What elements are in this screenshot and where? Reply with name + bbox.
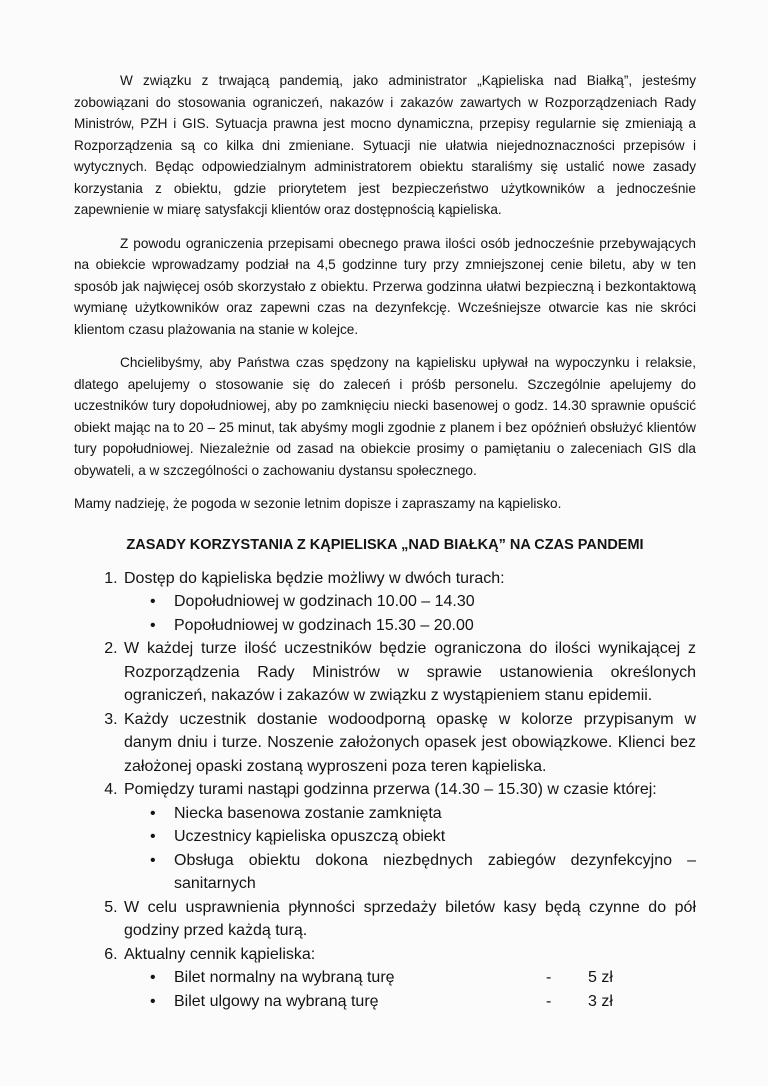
closing-paragraph: Mamy nadzieję, że pogoda w sezonie letnim dopisze i zapraszamy na kąpielisko.	[74, 496, 562, 511]
price-item	[150, 990, 696, 1014]
rule-text: Dostęp do kąpieliska będzie możliwy w dwóch turach:	[124, 569, 505, 587]
price-item	[150, 966, 696, 990]
rule-bullet-list	[124, 590, 696, 637]
price-dash: -	[546, 992, 552, 1010]
turns-paragraph: Z powodu ograniczenia przepisami obecnego prawa ilości osób jednocześnie przebywających na obiekcie wprowadzamy podział na 4,5 godzinne tury przy zmniejszonej cenie biletu, aby w ten sposób jak najwięcej osób skorzystało z obiektu. Przerwa godzinna ułatwi bezpieczną i bezkontaktową wymianę użytkowników oraz zapewni czas na dezynfekcję. Wcześniejsze otwarcie kas nie skróci klientom czasu plażowania na stanie w kolejce.	[74, 235, 696, 337]
rule-text: Pomiędzy turami nastąpi godzinna przerwa (14.30 – 15.30) w czasie której:	[124, 781, 657, 798]
price-list	[124, 966, 696, 1013]
price-dash: -	[546, 969, 552, 986]
bullet-item: • Niecka basenowa zostanie zamknięta	[150, 802, 696, 826]
bullet-item: • Dopołudniowej w godzinach 10.00 – 14.30	[150, 590, 696, 614]
rule-item	[122, 637, 696, 708]
ticket-price: 5 zł	[588, 969, 613, 986]
rule-text: W każdej turze ilość uczestników będzie ograniczona do ilości wynikającej z Rozporządzenia Rady Ministrów w sprawie ustanowienia określonych ograniczeń, nakazów i zakazów w związku z wystąpieniem stanu epidemii.	[124, 640, 696, 704]
rule-item	[122, 567, 696, 638]
rule-text: Aktualny cennik kąpieliska:	[124, 945, 316, 963]
rule-bullet-list	[124, 802, 696, 896]
intro-paragraph: W związku z trwającą pandemią, jako administrator „Kąpieliska nad Białką”, jesteśmy zobowiązani do stosowania ograniczeń, nakazów i zakazów zawartych w Rozporządzeniach Rady Ministrów, PZH i GIS. Sytuacja prawna jest mocno dynamiczna, przepisy regularnie się zmieniają a Rozporządzenia są co kilka dni zmieniane. Sytuacji nie ułatwia niejednoznaczności przepisów i wytycznych. Będąc odpowiedzialnym administratorem obiektu staraliśmy się ustalić nowe zasady korzystania z obiektu, gdzie priorytetem jest bezpieczeństwo użytkowników a jednocześnie zapewnienie w miarę satysfakcji klientów oraz dostępnością kąpieliska.	[74, 73, 696, 217]
ticket-name: • Bilet normalny na wybraną turę	[174, 969, 395, 986]
rule-text: Każdy uczestnik dostanie wodoodporną opaskę w kolorze przypisanym w danym dniu i turze. Noszenie założonych opasek jest obowiązkowe. Klienci bez założonej opaski zostaną wyproszeni poza teren kąpieliska.	[124, 710, 696, 775]
bullet-item: • Obsługa obiektu dokona niezbędnych zabiegów dezynfekcyjno – sanitarnych	[150, 849, 696, 896]
rule-item	[122, 778, 696, 896]
rule-text: W celu usprawnienia płynności sprzedaży biletów kasy będą czynne do pół godziny przed każdą turą.	[124, 898, 696, 939]
appeal-paragraph: Chcielibyśmy, aby Państwa czas spędzony na kąpielisku upływał na wypoczynku i relaksie, dlatego apelujemy o stosowanie się do zaleceń i próśb personelu. Szczególnie apelujemy do uczestników tury dopołudniowej, aby po zamknięciu niecki basenowej o godz. 14.30 sprawnie opuścić obiekt mając na to 20 – 25 minut, tak abyśmy mogli zgodnie z planem i bez opóźnień obsłużyć klientów tury popołudniowej. Niezależnie od zasad na obiekcie prosimy o pamiętaniu o zaleceniach GIS dla obywateli, a w szczególności o zachowaniu dystansu społecznego.	[74, 355, 696, 478]
rules-heading: ZASADY KORZYSTANIA Z KĄPIELISKA „NAD BIAŁKĄ” NA CZAS PANDEMI	[126, 536, 644, 553]
bullet-item: • Uczestnicy kąpieliska opuszczą obiekt	[150, 825, 696, 849]
rule-item	[122, 708, 696, 779]
bullet-item: • Popołudniowej w godzinach 15.30 – 20.00	[150, 614, 696, 638]
rule-item	[122, 896, 696, 943]
ticket-name: • Bilet ulgowy na wybraną turę	[174, 992, 379, 1010]
ticket-price: 3 zł	[588, 992, 613, 1010]
rule-item	[122, 943, 696, 1014]
rules-list	[74, 567, 696, 1014]
